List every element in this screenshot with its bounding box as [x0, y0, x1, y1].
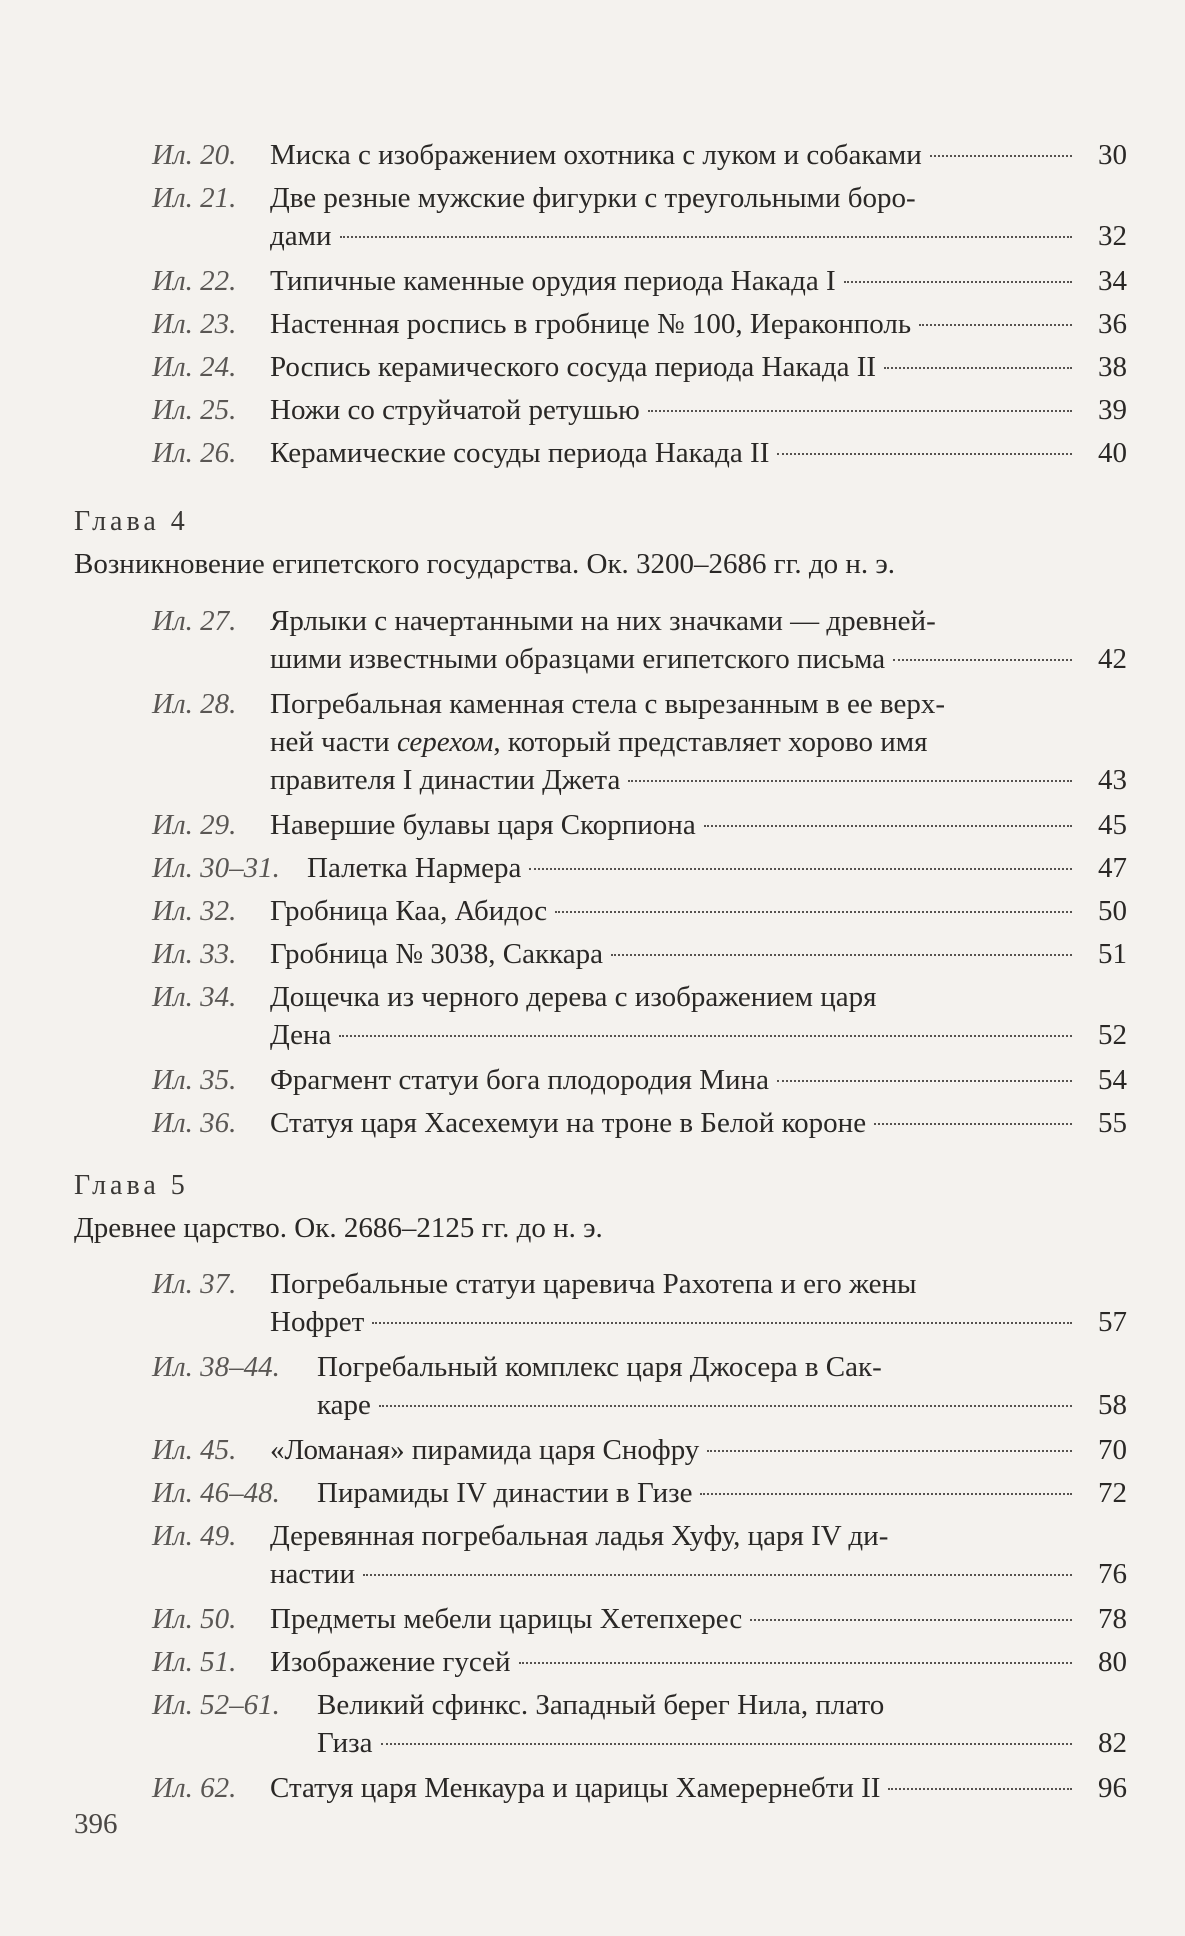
- dot-leader: [888, 1788, 1072, 1790]
- entry-title-line: «Ломаная» пирамида царя Снофру: [270, 1434, 700, 1466]
- entry-title-line: правителя I династии Джета: [270, 764, 621, 796]
- page-reference: 55: [1098, 1107, 1127, 1139]
- illustration-number: Ил. 32.: [152, 895, 237, 927]
- page-reference: 36: [1098, 308, 1127, 340]
- chapter-title: Древнее царство. Ок. 2686–2125 гг. до н. э.: [74, 1212, 603, 1244]
- entry-title-line: Изображение гусей: [270, 1646, 511, 1678]
- dot-leader: [919, 324, 1072, 326]
- page-reference: 45: [1098, 809, 1127, 841]
- entry-title-line: Гробница Каа, Абидос: [270, 895, 548, 927]
- toc-entry[interactable]: [152, 602, 1127, 678]
- entry-title-line: Навершие булавы царя Скорпиона: [270, 809, 696, 841]
- toc-entry[interactable]: [152, 434, 1127, 472]
- chapter-label: Глава 4: [74, 506, 189, 537]
- toc-entry[interactable]: [152, 348, 1127, 386]
- dot-leader: [555, 911, 1072, 913]
- illustration-number: Ил. 21.: [152, 182, 237, 214]
- dot-leader: [707, 1450, 1072, 1452]
- page-reference: 39: [1098, 394, 1127, 426]
- page-reference: 80: [1098, 1646, 1127, 1678]
- illustration-number: Ил. 36.: [152, 1107, 237, 1139]
- toc-entry[interactable]: [152, 1061, 1127, 1099]
- toc-entry[interactable]: [152, 136, 1127, 174]
- page-reference: 43: [1098, 764, 1127, 796]
- entry-title-line: Предметы мебели царицы Хетепхерес: [270, 1603, 743, 1635]
- illustration-number: Ил. 22.: [152, 265, 237, 297]
- entry-title-line: Дощечка из черного дерева с изображением царя: [270, 981, 877, 1013]
- dot-leader: [372, 1322, 1072, 1324]
- page-reference: 72: [1098, 1477, 1127, 1509]
- page-reference: 30: [1098, 139, 1127, 171]
- page-reference: 51: [1098, 938, 1127, 970]
- dot-leader: [884, 367, 1072, 369]
- dot-leader: [381, 1743, 1072, 1745]
- toc-entry[interactable]: [152, 1643, 1127, 1681]
- page-reference: 57: [1098, 1306, 1127, 1338]
- entry-title-line: шими известными образцами египетского письма: [270, 643, 886, 675]
- toc-entry[interactable]: [152, 892, 1127, 930]
- dot-leader: [844, 281, 1072, 283]
- illustration-number: Ил. 52–61.: [152, 1689, 280, 1721]
- entry-title-line: Погребальные статуи царевича Рахотепа и его жены: [270, 1268, 917, 1300]
- illustration-number: Ил. 33.: [152, 938, 237, 970]
- illustration-number: Ил. 35.: [152, 1064, 237, 1096]
- toc-entry[interactable]: [152, 806, 1127, 844]
- page-reference: 40: [1098, 437, 1127, 469]
- entry-title-line: каре: [317, 1389, 371, 1421]
- entry-title-line: Статуя царя Менкаура и царицы Хамерернебти II: [270, 1772, 881, 1804]
- page-reference: 34: [1098, 265, 1127, 297]
- entry-title-line: ней части серехом, который представляет хорово имя: [270, 726, 928, 758]
- page-reference: 32: [1098, 220, 1127, 252]
- toc-entry[interactable]: [152, 1769, 1127, 1807]
- dot-leader: [648, 410, 1072, 412]
- toc-entry[interactable]: [152, 1348, 1127, 1424]
- page-reference: 50: [1098, 895, 1127, 927]
- toc-entry[interactable]: [152, 1517, 1127, 1593]
- dot-leader: [700, 1493, 1072, 1495]
- page-reference: 38: [1098, 351, 1127, 383]
- entry-title-line: Погребальная каменная стела с вырезанным в ее верх-: [270, 688, 945, 720]
- entry-title-line: Нофрет: [270, 1306, 365, 1338]
- dot-leader: [893, 659, 1072, 661]
- illustration-number: Ил. 51.: [152, 1646, 237, 1678]
- illustration-number: Ил. 30–31.: [152, 852, 280, 884]
- entry-title-line: Настенная роспись в гробнице № 100, Иераконполь: [270, 308, 912, 340]
- entry-title-line: Великий сфинкс. Западный берег Нила, плато: [317, 1689, 885, 1721]
- illustration-number: Ил. 26.: [152, 437, 237, 469]
- entry-title-line: Гиза: [317, 1727, 373, 1759]
- page-reference: 52: [1098, 1019, 1127, 1051]
- dot-leader: [750, 1619, 1072, 1621]
- illustration-number: Ил. 20.: [152, 139, 237, 171]
- entry-title-line: дами: [270, 220, 332, 252]
- page-reference: 76: [1098, 1558, 1127, 1590]
- illustration-number: Ил. 28.: [152, 688, 237, 720]
- toc-entry[interactable]: [152, 685, 1127, 799]
- page-reference: 78: [1098, 1603, 1127, 1635]
- dot-leader: [777, 1080, 1072, 1082]
- illustration-number: Ил. 25.: [152, 394, 237, 426]
- illustration-number: Ил. 34.: [152, 981, 237, 1013]
- dot-leader: [704, 825, 1072, 827]
- dot-leader: [529, 868, 1072, 870]
- page-number: 396: [74, 1808, 118, 1840]
- page-reference: 54: [1098, 1064, 1127, 1096]
- page-reference: 42: [1098, 643, 1127, 675]
- toc-entry[interactable]: [152, 1474, 1127, 1512]
- toc-entry[interactable]: [152, 1686, 1127, 1762]
- entry-title-line: Керамические сосуды периода Накада II: [270, 437, 770, 469]
- toc-entry[interactable]: [152, 1104, 1127, 1142]
- illustration-number: Ил. 27.: [152, 605, 237, 637]
- entry-title-line: настии: [270, 1558, 355, 1590]
- illustration-number: Ил. 50.: [152, 1603, 237, 1635]
- entry-title-line: Две резные мужские фигурки с треугольными боро-: [270, 182, 916, 214]
- entry-title-line: Деревянная погребальная ладья Хуфу, царя IV ди-: [270, 1520, 889, 1552]
- illustration-number: Ил. 38–44.: [152, 1351, 280, 1383]
- chapter-title: Возникновение египетского государства. Ок. 3200–2686 гг. до н. э.: [74, 548, 896, 580]
- dot-leader: [363, 1574, 1072, 1576]
- toc-entry[interactable]: [152, 1600, 1127, 1638]
- toc-entry[interactable]: [152, 179, 1127, 255]
- entry-title-line: Ярлыки с начертанными на них значками — древней-: [270, 605, 936, 637]
- entry-title-line: Статуя царя Хасехемуи на троне в Белой короне: [270, 1107, 867, 1139]
- toc-entry[interactable]: [152, 1265, 1127, 1341]
- dot-leader: [611, 954, 1072, 956]
- entry-title-line: Типичные каменные орудия периода Накада I: [270, 265, 836, 297]
- illustration-number: Ил. 49.: [152, 1520, 237, 1552]
- entry-title-line: Ножи со струйчатой ретушью: [270, 394, 640, 426]
- dot-leader: [628, 780, 1072, 782]
- dot-leader: [339, 1035, 1072, 1037]
- illustration-number: Ил. 29.: [152, 809, 237, 841]
- entry-title-line: Гробница № 3038, Саккара: [270, 938, 603, 970]
- page-reference: 47: [1098, 852, 1127, 884]
- toc-entry[interactable]: [152, 305, 1127, 343]
- toc-entry[interactable]: [152, 262, 1127, 300]
- entry-title-line: Пирамиды IV династии в Гизе: [317, 1477, 693, 1509]
- illustration-number: Ил. 45.: [152, 1434, 237, 1466]
- dot-leader: [930, 155, 1072, 157]
- page-reference: 70: [1098, 1434, 1127, 1466]
- page-reference: 82: [1098, 1727, 1127, 1759]
- toc-entry[interactable]: [152, 935, 1127, 973]
- dot-leader: [340, 236, 1073, 238]
- dot-leader: [874, 1123, 1072, 1125]
- entry-title-line: Палетка Нармера: [307, 852, 522, 884]
- entry-title-line: Дена: [270, 1019, 332, 1051]
- illustration-number: Ил. 23.: [152, 308, 237, 340]
- dot-leader: [519, 1662, 1072, 1664]
- toc-entry[interactable]: [152, 391, 1127, 429]
- illustration-number: Ил. 24.: [152, 351, 237, 383]
- entry-title-line: Фрагмент статуи бога плодородия Мина: [270, 1064, 769, 1096]
- chapter-label: Глава 5: [74, 1170, 189, 1201]
- toc-entry[interactable]: [152, 1431, 1127, 1469]
- page-reference: 58: [1098, 1389, 1127, 1421]
- illustration-number: Ил. 62.: [152, 1772, 237, 1804]
- illustration-number: Ил. 37.: [152, 1268, 237, 1300]
- entry-title-line: Погребальный комплекс царя Джосера в Сак-: [317, 1351, 882, 1383]
- entry-title-line: Роспись керамического сосуда периода Накада II: [270, 351, 877, 383]
- entry-title-line: Миска с изображением охотника с луком и собаками: [270, 139, 922, 171]
- toc-entry[interactable]: [152, 849, 1127, 887]
- dot-leader: [379, 1405, 1072, 1407]
- page-reference: 96: [1098, 1772, 1127, 1804]
- toc-entry[interactable]: [152, 978, 1127, 1054]
- dot-leader: [777, 453, 1072, 455]
- illustration-number: Ил. 46–48.: [152, 1477, 280, 1509]
